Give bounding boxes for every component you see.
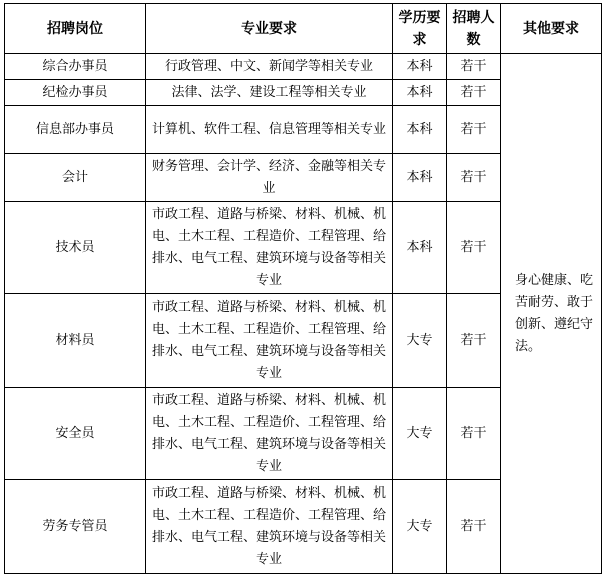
position-cell: 劳务专管员: [5, 480, 146, 574]
header-position: 招聘岗位: [5, 4, 146, 54]
position-cell: 安全员: [5, 388, 146, 480]
education-cell: 本科: [393, 154, 447, 202]
header-count: 招聘人数: [447, 4, 501, 54]
table-header-row: [5, 4, 602, 54]
count-cell: 若干: [447, 154, 501, 202]
position-cell: 会计: [5, 154, 146, 202]
header-other: 其他要求: [501, 4, 602, 54]
count-cell: 若干: [447, 54, 501, 80]
count-cell: 若干: [447, 480, 501, 574]
header-education: 学历要求: [393, 4, 447, 54]
education-cell: 本科: [393, 202, 447, 294]
major-cell: 财务管理、会计学、经济、金融等相关专业: [146, 154, 393, 202]
header-major: 专业要求: [146, 4, 393, 54]
position-cell: 综合办事员: [5, 54, 146, 80]
position-cell: 纪检办事员: [5, 80, 146, 106]
education-cell: 本科: [393, 80, 447, 106]
major-cell: 法律、法学、建设工程等相关专业: [146, 80, 393, 106]
recruitment-table: [4, 3, 602, 574]
major-cell: 市政工程、道路与桥梁、材料、机械、机电、土木工程、工程造价、工程管理、给排水、电气工程、建筑环境与设备等相关专业: [146, 388, 393, 480]
count-cell: 若干: [447, 202, 501, 294]
other-requirement-cell: 身心健康、吃苦耐劳、敢于创新、遵纪守法。: [501, 54, 602, 574]
count-cell: 若干: [447, 80, 501, 106]
major-cell: 计算机、软件工程、信息管理等相关专业: [146, 106, 393, 154]
major-cell: 市政工程、道路与桥梁、材料、机械、机电、土木工程、工程造价、工程管理、给排水、电气工程、建筑环境与设备等相关专业: [146, 480, 393, 574]
education-cell: 本科: [393, 54, 447, 80]
count-cell: 若干: [447, 388, 501, 480]
count-cell: 若干: [447, 294, 501, 388]
education-cell: 本科: [393, 106, 447, 154]
education-cell: 大专: [393, 294, 447, 388]
education-cell: 大专: [393, 480, 447, 574]
major-cell: 行政管理、中文、新闻学等相关专业: [146, 54, 393, 80]
position-cell: 信息部办事员: [5, 106, 146, 154]
table-row: [5, 54, 602, 80]
major-cell: 市政工程、道路与桥梁、材料、机械、机电、土木工程、工程造价、工程管理、给排水、电气工程、建筑环境与设备等相关专业: [146, 202, 393, 294]
position-cell: 材料员: [5, 294, 146, 388]
position-cell: 技术员: [5, 202, 146, 294]
count-cell: 若干: [447, 106, 501, 154]
education-cell: 大专: [393, 388, 447, 480]
major-cell: 市政工程、道路与桥梁、材料、机械、机电、土木工程、工程造价、工程管理、给排水、电气工程、建筑环境与设备等相关专业: [146, 294, 393, 388]
